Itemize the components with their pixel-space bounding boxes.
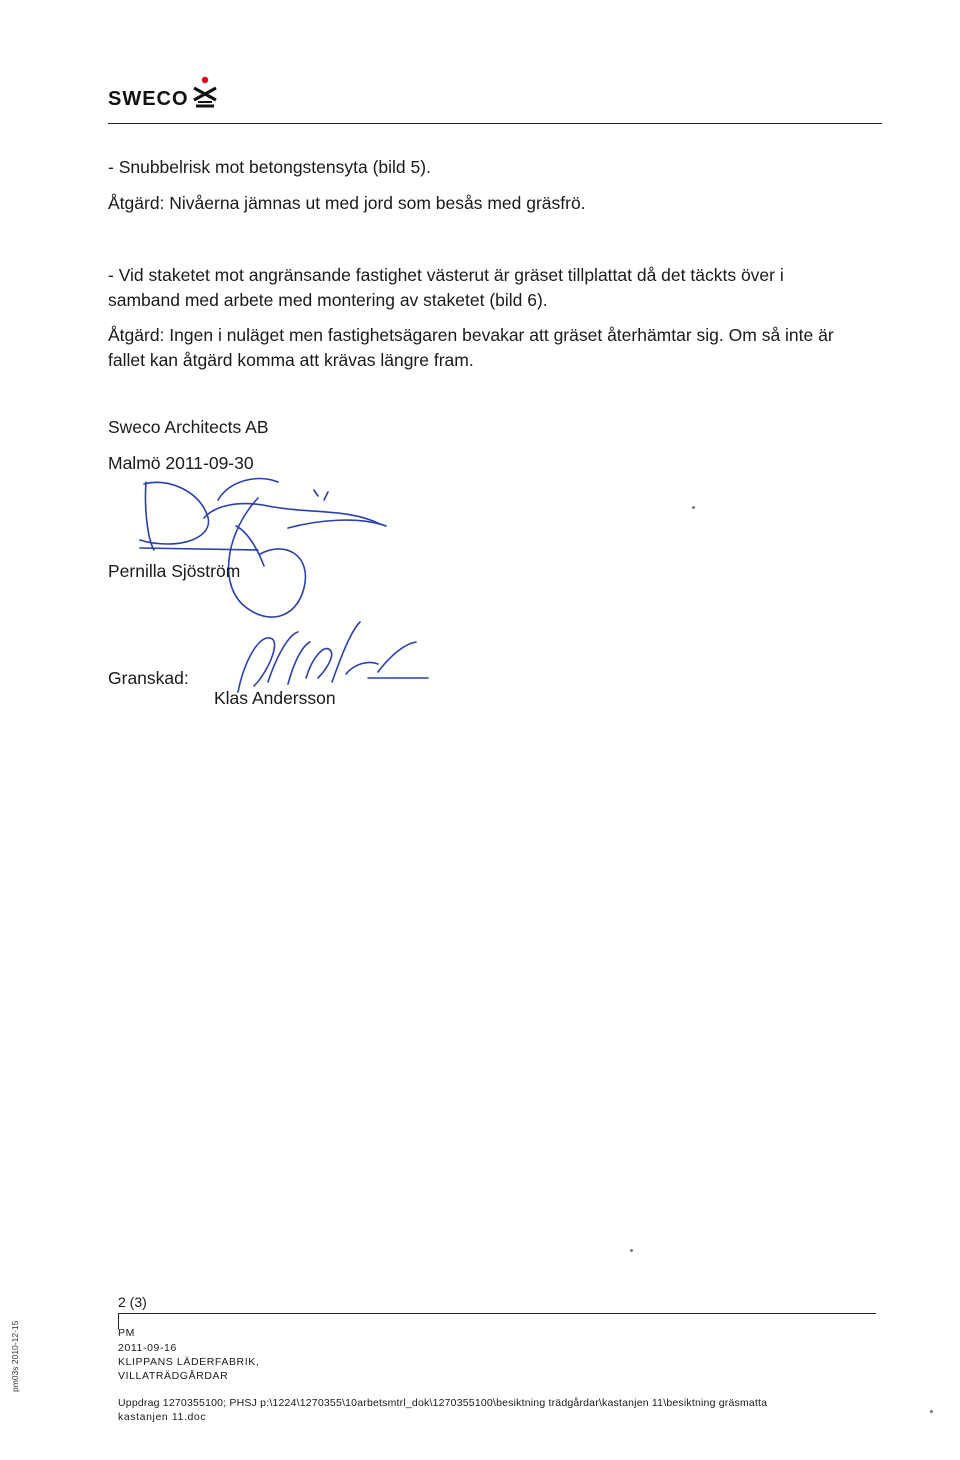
company-name: Sweco Architects AB bbox=[108, 417, 269, 437]
place-date: Malmö 2011-09-30 bbox=[108, 453, 254, 473]
doc-date: 2011-09-16 bbox=[118, 1342, 177, 1354]
project-line-1: KLIPPANS LÄDERFABRIK, bbox=[118, 1356, 260, 1368]
reviewed-label: Granskad: bbox=[108, 668, 189, 688]
scan-speck bbox=[930, 1410, 933, 1413]
logo-text: SWECO bbox=[108, 88, 189, 110]
paragraph-action-2-line1: Åtgärd: Ingen i nuläget men fastighetsägaren bevakar att gräset återhämtar sig. Om så inte är bbox=[108, 325, 834, 345]
project-line-2: VILLATRÄDGÅRDAR bbox=[118, 1370, 229, 1382]
file-path-line-1: Uppdrag 1270355100; PHSJ p:\1224\1270355\10arbetsmtrl_dok\1270355100\besiktning trädgårdar\kastanjen 11\besiktning gräsmatta bbox=[118, 1397, 768, 1409]
paragraph-action-2-line2: fallet kan åtgärd komma att krävas längre fram. bbox=[108, 350, 474, 370]
author-name: Pernilla Sjöström bbox=[108, 561, 241, 581]
doc-type: PM bbox=[118, 1327, 135, 1339]
paragraph-fence-line1: - Vid staketet mot angränsande fastighet västerut är gräset tillplattat då det täckts över i bbox=[108, 265, 784, 285]
paragraph-fence-line2: samband med arbete med montering av staketet (bild 6). bbox=[108, 290, 548, 310]
scan-speck bbox=[630, 1249, 633, 1252]
paragraph-risk: - Snubbelrisk mot betongstensyta (bild 5). bbox=[108, 157, 431, 177]
template-code: pm03s 2010-12-15 bbox=[10, 1320, 20, 1392]
reviewer-name: Klas Andersson bbox=[214, 688, 336, 708]
footer-divider bbox=[118, 1313, 876, 1314]
paragraph-action-1: Åtgärd: Nivåerna jämnas ut med jord som besås med gräsfrö. bbox=[108, 193, 586, 213]
page-number: 2 (3) bbox=[118, 1294, 147, 1310]
file-path-line-2: kastanjen 11.doc bbox=[118, 1411, 207, 1423]
sweco-figure-icon bbox=[190, 76, 220, 112]
scan-speck bbox=[692, 506, 695, 509]
header-divider bbox=[108, 123, 882, 124]
